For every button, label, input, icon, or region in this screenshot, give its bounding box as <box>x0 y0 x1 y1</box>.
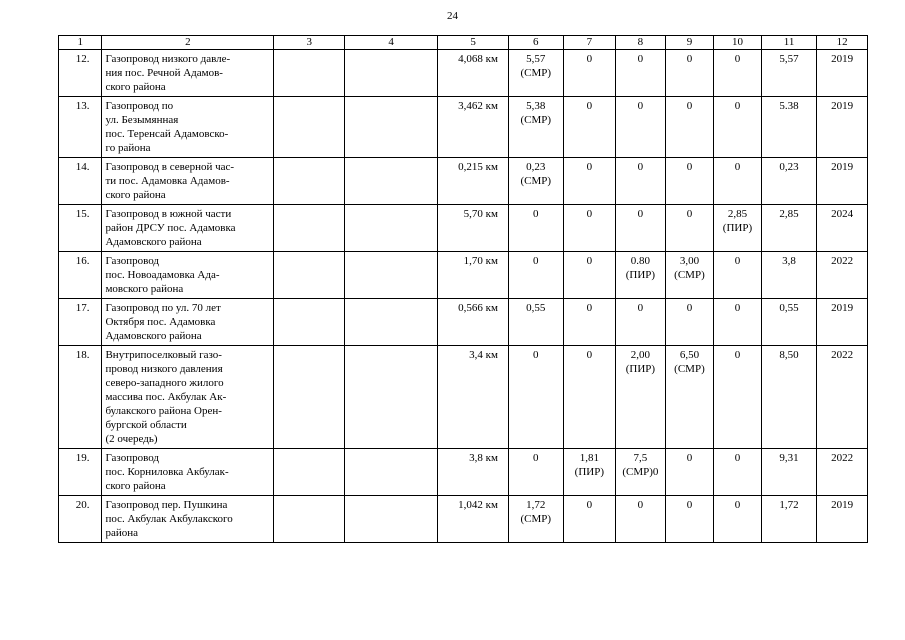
column-6-cell: 1,72 (СМР) <box>508 496 563 543</box>
object-name: Газопровод пос. Корниловка Акбулак- ского района <box>102 449 274 496</box>
column-3-cell <box>274 50 345 97</box>
year-cell: 2019 <box>817 158 868 205</box>
column-8-cell: 2,00 (ПИР) <box>616 346 666 449</box>
column-3-cell <box>274 346 345 449</box>
table-row <box>59 449 868 496</box>
column-7-cell: 0 <box>563 97 616 158</box>
column-6-cell: 0 <box>508 205 563 252</box>
column-header-1: 1 <box>59 36 102 50</box>
column-10-cell: 2,85 (ПИР) <box>714 205 762 252</box>
column-9-cell: 0 <box>665 299 714 346</box>
column-10-cell: 0 <box>714 449 762 496</box>
column-8-cell: 0 <box>616 299 666 346</box>
year-cell: 2019 <box>817 299 868 346</box>
column-6-cell: 0,55 <box>508 299 563 346</box>
column-header-10: 10 <box>714 36 762 50</box>
year-cell: 2022 <box>817 346 868 449</box>
column-7-cell: 0 <box>563 50 616 97</box>
column-9-cell: 3,00 (СМР) <box>665 252 714 299</box>
column-4-cell <box>345 449 438 496</box>
column-9-cell: 0 <box>665 97 714 158</box>
column-header-9: 9 <box>665 36 714 50</box>
row-number: 12. <box>59 50 102 97</box>
object-name: Газопровод в южной части район ДРСУ пос. Адамовка Адамовского района <box>102 205 274 252</box>
length-cell: 3,8 км <box>438 449 509 496</box>
column-10-cell: 0 <box>714 299 762 346</box>
column-6-cell: 0,23 (СМР) <box>508 158 563 205</box>
table-row <box>59 496 868 543</box>
column-8-cell: 0 <box>616 50 666 97</box>
object-name: Газопровод по ул. Безымянная пос. Теренсай Адамовско- го района <box>102 97 274 158</box>
column-3-cell <box>274 449 345 496</box>
column-9-cell: 0 <box>665 50 714 97</box>
length-cell: 3,462 км <box>438 97 509 158</box>
total-cell: 8,50 <box>761 346 817 449</box>
column-7-cell: 0 <box>563 496 616 543</box>
object-name: Газопровод пос. Новоадамовка Ада- мовского района <box>102 252 274 299</box>
row-number: 14. <box>59 158 102 205</box>
column-8-cell: 0.80 (ПИР) <box>616 252 666 299</box>
column-7-cell: 0 <box>563 205 616 252</box>
column-9-cell: 0 <box>665 449 714 496</box>
object-name: Газопровод низкого давле- ния пос. Речной Адамов- ского района <box>102 50 274 97</box>
table-row <box>59 158 868 205</box>
column-6-cell: 0 <box>508 346 563 449</box>
table-row <box>59 50 868 97</box>
length-cell: 1,70 км <box>438 252 509 299</box>
table-row <box>59 346 868 449</box>
column-8-cell: 0 <box>616 205 666 252</box>
row-number: 20. <box>59 496 102 543</box>
column-10-cell: 0 <box>714 50 762 97</box>
column-7-cell: 0 <box>563 252 616 299</box>
total-cell: 3,8 <box>761 252 817 299</box>
column-6-cell: 5,38 (СМР) <box>508 97 563 158</box>
column-9-cell: 0 <box>665 496 714 543</box>
column-8-cell: 0 <box>616 496 666 543</box>
column-10-cell: 0 <box>714 496 762 543</box>
object-name: Внутрипоселковый газо- провод низкого давления северо-западного жилого массива пос. Акбулак Ак- булакского района Орен- бургской области (2 очередь) <box>102 346 274 449</box>
column-header-3: 3 <box>274 36 345 50</box>
column-header-6: 6 <box>508 36 563 50</box>
row-number: 18. <box>59 346 102 449</box>
column-10-cell: 0 <box>714 252 762 299</box>
column-4-cell <box>345 252 438 299</box>
year-cell: 2022 <box>817 252 868 299</box>
column-7-cell: 0 <box>563 158 616 205</box>
row-number: 19. <box>59 449 102 496</box>
table-row <box>59 205 868 252</box>
column-9-cell: 0 <box>665 158 714 205</box>
column-7-cell: 0 <box>563 299 616 346</box>
column-4-cell <box>345 299 438 346</box>
page-number: 24 <box>447 10 458 22</box>
column-7-cell: 0 <box>563 346 616 449</box>
column-9-cell: 6,50 (СМР) <box>665 346 714 449</box>
column-3-cell <box>274 205 345 252</box>
total-cell: 5,57 <box>761 50 817 97</box>
column-3-cell <box>274 496 345 543</box>
column-10-cell: 0 <box>714 97 762 158</box>
column-9-cell: 0 <box>665 205 714 252</box>
length-cell: 0,566 км <box>438 299 509 346</box>
column-8-cell: 0 <box>616 158 666 205</box>
length-cell: 3,4 км <box>438 346 509 449</box>
year-cell: 2019 <box>817 496 868 543</box>
length-cell: 0,215 км <box>438 158 509 205</box>
column-3-cell <box>274 158 345 205</box>
column-header-5: 5 <box>438 36 509 50</box>
column-3-cell <box>274 299 345 346</box>
column-8-cell: 0 <box>616 97 666 158</box>
table-row <box>59 252 868 299</box>
row-number: 17. <box>59 299 102 346</box>
column-8-cell: 7,5 (СМР)0 <box>616 449 666 496</box>
year-cell: 2024 <box>817 205 868 252</box>
column-4-cell <box>345 346 438 449</box>
table-body <box>59 50 868 543</box>
row-number: 15. <box>59 205 102 252</box>
row-number: 16. <box>59 252 102 299</box>
column-4-cell <box>345 50 438 97</box>
column-10-cell: 0 <box>714 158 762 205</box>
column-header-11: 11 <box>761 36 817 50</box>
column-4-cell <box>345 205 438 252</box>
column-3-cell <box>274 252 345 299</box>
table-row <box>59 97 868 158</box>
column-3-cell <box>274 97 345 158</box>
object-name: Газопровод по ул. 70 лет Октября пос. Адамовка Адамовского района <box>102 299 274 346</box>
year-cell: 2022 <box>817 449 868 496</box>
column-header-2: 2 <box>102 36 274 50</box>
length-cell: 1,042 км <box>438 496 509 543</box>
table-row <box>59 299 868 346</box>
data-table <box>58 35 868 543</box>
total-cell: 1,72 <box>761 496 817 543</box>
total-cell: 9,31 <box>761 449 817 496</box>
header-row <box>59 36 868 50</box>
column-10-cell: 0 <box>714 346 762 449</box>
row-number: 13. <box>59 97 102 158</box>
total-cell: 5.38 <box>761 97 817 158</box>
year-cell: 2019 <box>817 97 868 158</box>
column-header-4: 4 <box>345 36 438 50</box>
column-4-cell <box>345 158 438 205</box>
object-name: Газопровод в северной час- ти пос. Адамовка Адамов- ского района <box>102 158 274 205</box>
total-cell: 0,55 <box>761 299 817 346</box>
year-cell: 2019 <box>817 50 868 97</box>
column-6-cell: 0 <box>508 449 563 496</box>
length-cell: 5,70 км <box>438 205 509 252</box>
column-4-cell <box>345 97 438 158</box>
column-6-cell: 0 <box>508 252 563 299</box>
total-cell: 0,23 <box>761 158 817 205</box>
total-cell: 2,85 <box>761 205 817 252</box>
length-cell: 4,068 км <box>438 50 509 97</box>
column-6-cell: 5,57 (СМР) <box>508 50 563 97</box>
column-header-12: 12 <box>817 36 868 50</box>
column-7-cell: 1,81 (ПИР) <box>563 449 616 496</box>
object-name: Газопровод пер. Пушкина пос. Акбулак Акбулакского района <box>102 496 274 543</box>
column-header-8: 8 <box>616 36 666 50</box>
column-4-cell <box>345 496 438 543</box>
column-header-7: 7 <box>563 36 616 50</box>
